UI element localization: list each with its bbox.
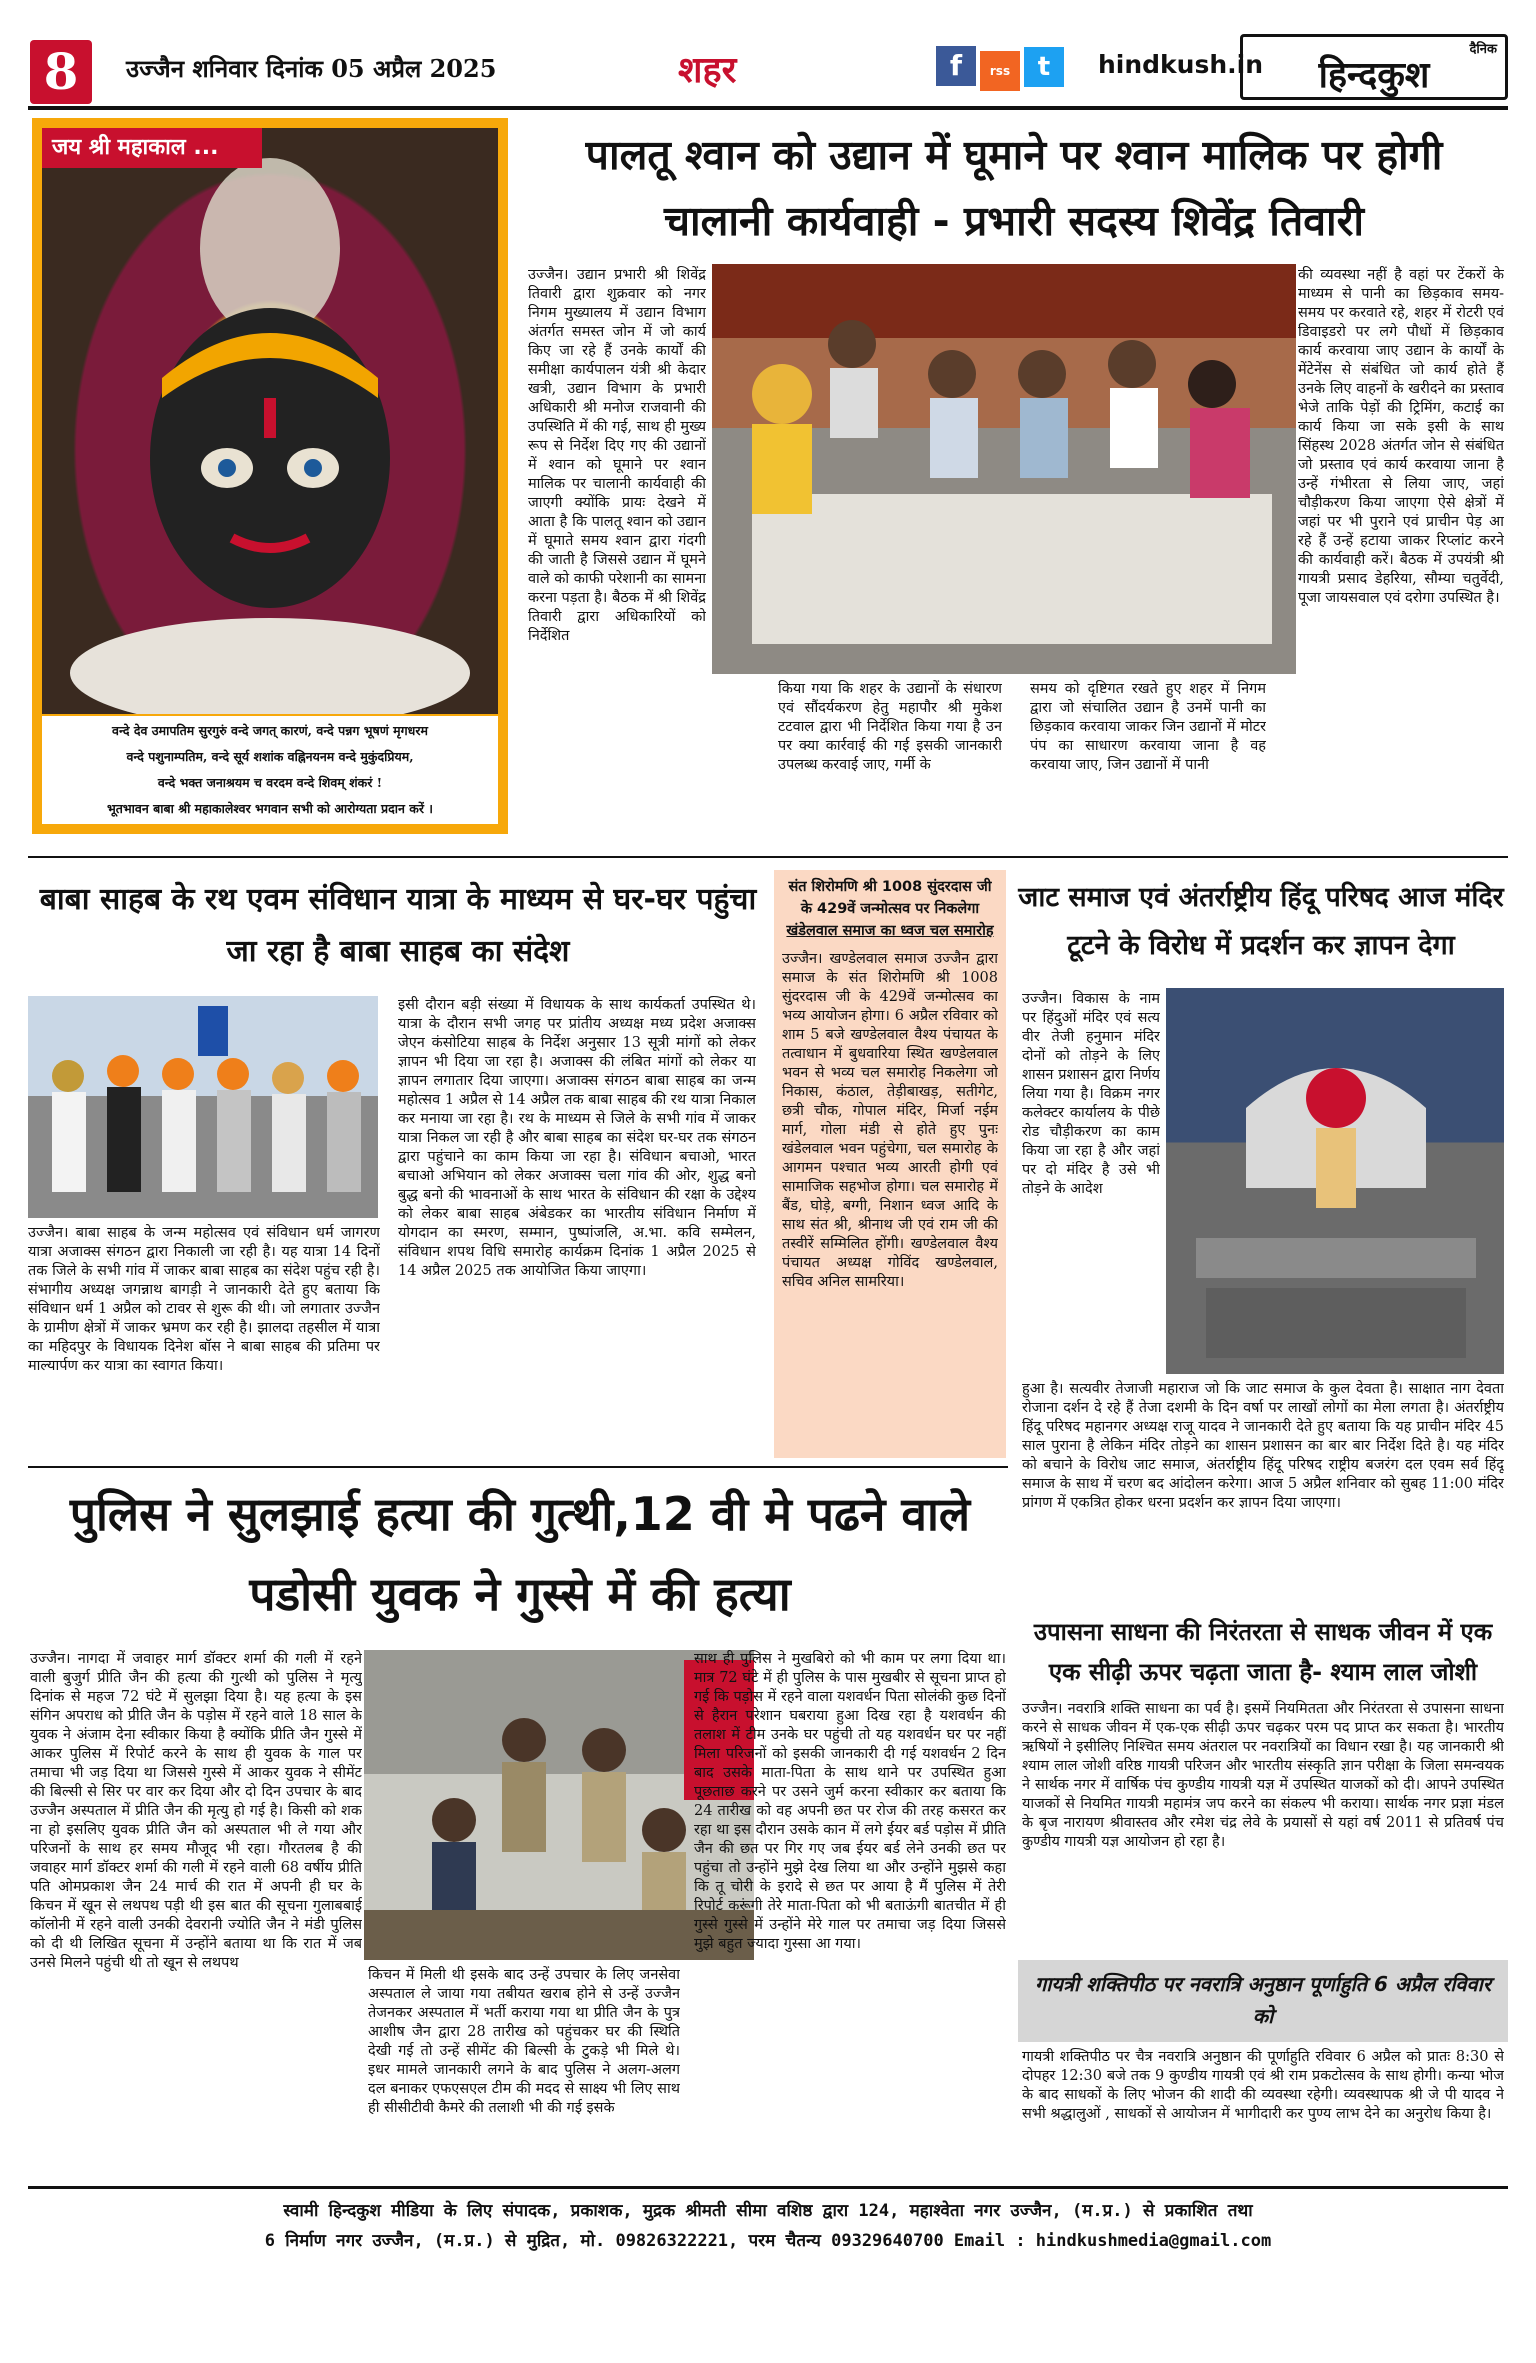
article1-col1: उज्जैन। उद्यान प्रभारी श्री शिवेंद्र तिवारी द्वारा शुक्रवार को नगर निगम मुख्यालय में उद्यान विभाग अंतर्गत समस्त जोन में जो कार्य किए जा रहे हैं उनके कार्यों की समीक्षा कार्यपालन यंत्री श्री केदार खत्री, उद्यान विभाग के प्रभारी अधिकारी श्री मनोज राजवानी की उपस्थिति में की गई, साथ ही मुख्य रूप से निर्देश दिए गए की उद्यानों में श्वान को घूमाने पर श्वान मालिक पर चालानी कार्यवाही की जाएगी क्योंकि प्रायः देखने में आता है कि पालतू श्वान को उद्यान में घूमाते समय श्वान द्वारा गंदगी की जाती है जिससे उद्यान में घूमने वाले को काफी परेशानी का सामना करना पड़ता है। बैठक में श्री शिवेंद्र तिवारी द्वारा अधिकारियों को निर्देशित <box>528 267 706 644</box>
mahakal-idol-icon <box>42 128 498 714</box>
social-icons <box>936 46 1076 88</box>
article6-body: उज्जैन। नवरात्रि शक्ति साधना का पर्व है। इसमें नियमितता और निरंतरता से उपासना साधना करने से साधक जीवन में एक-एक सीढ़ी ऊपर चढ़कर परम पद प्राप्त कर सकता है। भारतीय ऋषियों ने इसीलिए निश्चित समय अंतराल पर नवरात्रियों का विधान रखा है। यह जानकारी श्री श्याम लाल जोशी वरिष्ठ गायत्री परिजन और भारतीय संस्कृति ज्ञान परीक्षा के जिला समन्वयक ने सार्थक नगर में वार्षिक पंच कुण्डीय गायत्री यज्ञ में उपस्थित याजकों को दी। आपने उपस्थित याजकों से नियमित गायत्री महामंत्र जप करने का संकल्प भी कराया। सार्थक नगर प्रज्ञा मंडल के बृज नारायण श्रीवास्तव और रमेश चंद्र लेवे के प्रयासों से यहां वर्ष 2011 से प्रतिवर्ष पंच कुण्डीय गायत्री यज्ञ आयोजन हो रहा है। <box>1022 1701 1504 1850</box>
article7-body: गायत्री शक्तिपीठ पर चैत्र नवरात्रि अनुष्ठान की पूर्णाहुति रविवार 6 अप्रैल को प्रातः 8:30 से दोपहर 12:30 बजे तक 9 कुण्डीय गायत्री एवं श्री राम प्रकटोत्सव के साथ होगी। कन्या भोज के बाद साधकों के लिए भोजन की शादी की व्यवस्था रहेगी। व्यवस्थापक श्री जे पी यादव ने सभी श्रद्धालुओं , साधकों से आयोजन में भागीदारी कर पुण्य लाभ देने का अनुरोध किया है। <box>1022 2049 1504 2122</box>
website-link[interactable]: hindkush.in <box>1098 50 1264 79</box>
masthead-rule <box>28 106 1508 110</box>
temple-icon <box>1166 988 1504 1374</box>
caption-line-3: वन्दे भक्त जनाश्रयम च वरदम वन्दे शिवम् शंकरं ! <box>157 775 383 790</box>
footer-line-2: 6 निर्माण नगर उज्जैन, (म.प्र.) से मुद्रित, मो. 09826322221, परम चैतन्य 09329640700 Email : hindkushmedia@gmail.com <box>264 2231 1272 2251</box>
footer <box>28 2196 1508 2260</box>
article5-col1: उज्जैन। नागदा में जवाहर मार्ग डॉक्टर शर्मा की गली में रहने वाली बुजुर्ग प्रीति जैन की हत्या की गुत्थी को पुलिस ने मृत्यु दिनांक से महज 72 घंटे में सुलझा दिया है। यह हत्या के इस संगिन अपराध को प्रीति जैन के पड़ोस में रहने वाले 18 साल के युवक ने अंजाम देना स्वीकार किया है क्योंकि प्रीति जैन गुस्से में आकर पुलिस में रिपोर्ट करने के साथ ही युवक के गाल पर तमाचा भी जड़ दिया था जिससे गुस्से में आकर युवक ने सीमेंट की बिल्सी से सिर पर वार कर दिया और दो दिन उपचार के बाद उज्जैन अस्पताल में प्रीति जैन की मृत्यु हो गई है। किसी को शक ना हो इसलिए युवक प्रीति जैन को अस्पताल भी ले गया और परिजनों के साथ हर समय मौजूद भी रहा। गौरतलब है की जवाहर मार्ग डॉक्टर शर्मा की गली में रहने वाली 68 वर्षीय प्रीति पति ओमप्रकाश जैन 24 मार्च की रात में अपनी ही घर के किचन में खून से लथपथ पड़ी थी इस बात की सूचना गुलाबबाई कॉलोनी में रहने वाली उनकी देवरानी ज्योति जैन ने मंडी पुलिस को दी थी लिखित सूचना में उन्होंने बताया था कि रात में जब उनसे मिलने पहुंची थी तो खून से लथपथ <box>30 1651 362 1971</box>
caption-line-2: वन्दे पशुनाम्पतिम, वन्दे सूर्य शशांक वह्निनयनम वन्दे मुकुंदप्रियम, <box>126 749 414 764</box>
article3-headline <box>778 876 1002 942</box>
article5-col3: साथ ही पुलिस ने मुखबिरो को भी काम पर लगा दिया था। मात्र 72 घंटे में ही पुलिस के पास मुखबीर से सूचना प्राप्त हो गई कि पड़ोस में रहने वाला यशवर्धन पिता सोलंकी कुछ दिनों से हैरान परेशान घबराया हुआ दिख रहा है यशवर्धन की तलाश में टीम उनके घर पहुंची तो यह यशवर्धन घर पर नहीं मिला परिजनों को इसकी जानकारी दी गई यशवर्धन 2 दिन बाद उसके माता-पिता के साथ थाने पर उपस्थित हुआ पूछताछ करने पर उसने जुर्म करना स्वीकार कर बताया कि 24 तारीख को वह अपनी छत पर रोज की तरह कसरत कर रहा था इस दौरान उसके कान में लगे ईयर बर्ड पड़ोस में प्रीति जैन की छत पर गिर गए जब ईयर बर्ड लेने उनकी छत पर पहुंचा तो उन्होंने मुझे देख लिया था और उन्होंने मुझसे कहा कि तू चोरी के इरादे से छत पर आया है मैं पुलिस में तेरी रिपोर्ट करूंगी तेरे माता-पिता को भी बताऊंगी बातचीत में ही गुस्से गुस्से में उन्होंने मेरे गाल पर तमाचा जड़ दिया जिससे मुझे बहुत ज्यादा गुस्सा आ गया। <box>694 1651 1006 1952</box>
article4-headline: जाट समाज एवं अंतर्राष्ट्रीय हिंदू परिषद आज मंदिर टूटने के विरोध में प्रदर्शन कर ज्ञापन देगा <box>1018 882 1504 961</box>
mahakal-banner: जय श्री महाकाल ... <box>42 128 262 168</box>
footer-line-1: स्वामी हिन्दकुश मीडिया के लिए संपादक, प्रकाशक, मुद्रक श्रीमती सीमा वशिष्ठ द्वारा 124, महाश्वेता नगर उज्जैन, (म.प्र.) से प्रकाशित तथा <box>283 2201 1253 2221</box>
article2-col2: इसी दौरान बड़ी संख्या में विधायक के साथ कार्यकर्ता उपस्थित थे। यात्रा के दौरान सभी जगह पर प्रांतीय अध्यक्ष मध्य प्रदेश अजाक्स जेएन कंसोटिया साहब के निर्देश अनुसार 13 सूत्री मांगों को लेकर ज्ञापन भी दिया जा रहा है। अजाक्स की लंबित मांगों को लेकर या ज्ञापन लगातार दिया जाएगा। अजाक्स संगठन बाबा साहब का जन्म महोत्सव 1 अप्रैल से 14 अप्रैल तक बाबा साहब की रथ यात्रा निकाल कर मनाया जा रहा है। रथ के माध्यम से जिले के सभी गांव में जाकर यात्रा निकल जा रही है और बाबा साहब का संदेश घर-घर तक संगठन द्वारा पहुंचाने का काम किया जा रहा है। संविधान बचाओ, भारत बचाओ अभियान को लेकर अजाक्स चला गांव की ओर, शुद्ध बनो बुद्ध बनो की भावनाओं के साथ भारत के संविधान की रक्षा के उद्देश्य को लेकर बाबा साहब अंबेडकर का भारतीय संविधान निर्माण में योगदान का स्मरण, सम्मान, पुष्पांजलि, अ.भा. कवि सम्मेलन, संविधान शपथ विधि समारोह कार्यक्रम दिनांक 1 अप्रैल 2025 से 14 अप्रैल 2025 तक आयोजित किया जाएगा। <box>398 997 756 1279</box>
section-title: शहर <box>678 50 737 91</box>
page-number: 8 <box>43 42 79 101</box>
caption-line-4: भूतभावन बाबा श्री महाकालेश्वर भगवान सभी को आरोग्यता प्रदान करें । <box>106 801 434 816</box>
facebook-icon[interactable]: f <box>936 46 976 86</box>
rss-icon[interactable]: rss <box>980 51 1020 91</box>
article2-col1: उज्जैन। बाबा साहब के जन्म महोत्सव एवं संविधान धर्म जागरण यात्रा अजाक्स संगठन द्वारा निकाली जा रही है। यह यात्रा 14 दिनों तक जिले के सभी गांव में जाकर बाबा साहब का संदेश पहुंच रही है। संभागीय अध्यक्ष जगन्नाथ बागड़ी ने जानकारी देते हुए बताया कि संविधान धर्म 1 अप्रैल को टावर से शुरू की थी। जो लगातार उज्जैन के ग्रामीण क्षेत्रों में जाकर भ्रमण कर रही है। झालदा तहसील में यात्रा का महिदपुर के विधायक दिनेश बॉस ने बाबा साहब की प्रतिमा पर माल्यार्पण कर यात्रा का स्वागत किया। <box>28 1225 380 1374</box>
mahakal-photo <box>42 128 498 714</box>
procession-icon <box>28 996 378 1218</box>
caption-line-1: वन्दे देव उमापतिम सुरगुरुं वन्दे जगत् कारणं, वन्दे पन्नग भूषणं मृगधरम <box>112 723 428 738</box>
twitter-icon[interactable]: t <box>1024 47 1064 87</box>
paper-logo <box>1240 34 1508 100</box>
article1-col2: किया गया कि शहर के उद्यानों के संधारण एवं सौंदर्यकरण हेतु महापौर श्री मुकेश टटवाल द्वारा भी निर्देशित किया गया है उन पर क्या कार्रवाई की गई इसकी जानकारी उपलब्ध करवाई जाए, गर्मी के <box>778 681 1002 773</box>
divider-1 <box>28 856 1508 858</box>
article3-body: उज्जैन। खण्डेलवाल समाज उज्जैन द्वारा समाज के संत शिरोमणि श्री 1008 सुंदरदास जी के 429वें जन्मोत्सव का भव्य आयोजन होगा। 6 अप्रैल रविवार को शाम 5 बजे खण्डेलवाल वैश्य पंचायत के तत्वाधान में बुधवारिया स्थित खण्डेलवाल भवन से भव्य चल समारोह निकलेगा जो निकास, कंठाल, तेड़ीबाखड़, सतीगेट, छत्री चौक, गोपाल मंदिर, मिर्जा नईम मार्ग, गोला मंडी से होते हुए पुनः खंडेलवाल भवन पहुंचेगा, चल समारोह के आगमन पश्चात भव्य आरती होगी एवं सामाजिक सहभोज होगा। चल समारोह में बैंड, घोड़े, बग्गी, निशान ध्वज आदि के साथ संत श्री, श्रीनाथ जी एवं राम जी की तस्वीरें सम्मिलित होंगी। खण्डेलवाल वैश्य पंचायत अध्यक्ष गोविंद खण्डेलवाल, सचिव अनिल सामरिया। <box>782 951 998 1290</box>
article7-headline: गायत्री शक्तिपीठ पर नवरात्रि अनुष्ठान पूर्णाहुति 6 अप्रैल रविवार को <box>1034 1972 1492 2028</box>
article7-headline-box <box>1018 1960 1508 2042</box>
article1-col3: समय को दृष्टिगत रखते हुए शहर में निगम द्वारा जो संचालित उद्यान है उनमें पानी का छिड़काव करवाया जाकर जिन उद्यानों में मोटर पंप का साधारण करवाया जाना है वह करवाया जाए, जिन उद्यानों में पानी <box>1030 681 1266 773</box>
footer-rule <box>28 2186 1508 2189</box>
article3-box <box>774 870 1006 1458</box>
article4-wide: हुआ है। सत्यवीर तेजाजी महाराज जो कि जाट समाज के कुल देवता है। साक्षात नाग देवता रोजाना दर्शन दे रहे हैं तेजा दशमी के दिन वर्षा पर लाखों लोगों का मेला लगता है। अंतर्राष्ट्रीय हिंदू परिषद महानगर अध्यक्ष राजू यादव ने जानकारी देते हुए बताया कि यह प्राचीन मंदिर 45 साल पुराना है लेकिन मंदिर तोड़ने का शासन प्रशासन का बार बार निर्देश दिते है। यह मंदिर को बचाने के विरोध जाट समाज, अंतर्राष्ट्रीय हिंदू परिषद राष्ट्रीय बजरंग दल एवम सर्व हिंदू समाज के साथ में चरण बद आंदोलन करेगा। आज 5 अप्रैल शनिवार को सुबह 11:00 मंदिर प्रांगण में एकत्रित होकर धरना प्रदर्शन कर ज्ञापन दिया जाएगा। <box>1022 1381 1504 1511</box>
masthead <box>28 40 1508 106</box>
article6-headline: उपासना साधना की निरंतरता से साधक जीवन में एक एक सीढ़ी ऊपर चढ़ता जाता है- श्याम लाल जोशी <box>1033 1618 1493 1686</box>
divider-2 <box>28 1466 1008 1468</box>
article2-headline: बाबा साहब के रथ एवम संविधान यात्रा के माध्यम से घर-घर पहुंचा जा रहा है बाबा साहब का संदेश <box>39 882 757 969</box>
mahakal-box <box>32 118 508 834</box>
paper-name: हिन्दकुश <box>1318 54 1430 96</box>
page-number-badge <box>30 40 92 104</box>
article1-photo <box>712 264 1296 674</box>
article5-col2: किचन में मिली थी इसके बाद उन्हें उपचार के लिए जनसेवा अस्पताल ले जाया गया तबीयत खराब होने से उन्हें उज्जैन तेजनकर अस्पताल में भर्ती कराया गया था प्रीति जैन के पुत्र आशीष जैन द्वारा 28 तारीख को पहुंचकर घर की स्थिति देखी गई तो उन्हें सीमेंट की बिल्सी के टुकड़े भी मिले थे। इधर मामले जानकारी लगने के बाद पुलिस ने अलग-अलग दल बनाकर एफएसएल टीम की मदद से साक्ष्य भी लिए साथ ही सीसीटीवी कैमरे की तलाशी भी की गई इसके <box>368 1967 680 2116</box>
article3-headline-line-2: के 429वें जन्मोत्सव पर निकलेगा <box>800 901 980 917</box>
article4-photo <box>1166 988 1504 1374</box>
article1-headline: पालतू श्वान को उद्यान में घूमाने पर श्वान मालिक पर होगी चालानी कार्यवाही - प्रभारी सदस्य शिवेंद्र तिवारी <box>585 131 1443 245</box>
article2-photo <box>28 996 378 1218</box>
article4-narrow: उज्जैन। विकास के नाम पर हिंदुओं मंदिर एवं सत्य वीर तेजी हनुमान मंदिर दोनों को तोड़ने के लिए शासन प्रशासन द्वारा निर्णय लिया गया है। विक्रम नगर कलेक्टर कार्यालय के पीछे रोड चौड़ीकरण का काम किया जा रहा है और जहां पर दो मंदिर है उसे भी तोड़ने के आदेश <box>1022 991 1160 1197</box>
article3-headline-line-1: संत शिरोमणि श्री 1008 सुंदरदास जी <box>788 879 992 895</box>
mahakal-caption <box>42 716 498 824</box>
dateline: उज्जैन शनिवार दिनांक 05 अप्रैल 2025 <box>126 54 497 83</box>
paper-small: दैनिक <box>1469 42 1497 57</box>
article3-headline-line-3: खंडेलवाल समाज का ध्वज चल समारोह <box>786 923 994 939</box>
article1-col4: की व्यवस्था नहीं है वहां पर टेंकरों के माध्यम से पानी का छिड़काव समय-समय पर करवाते रहे, शहर में रोटरी एवं डिवाइडरो पर लगे पौधों में छिड़काव कार्य करवाया जाए उद्यान के कार्यों के मेंटेनेंस से संबंधित जो कार्य होते हैं उनके लिए वाहनों के खरीदने का प्रस्ताव भेजे ताकि पेड़ों की ट्रिमिंग, कटाई का कार्य किया जा सके इसी के साथ सिंहस्थ 2028 अंतर्गत जोन से संबंधित जो प्रस्ताव एवं कार्य करवाया जाना है उन्हें गंभीरता से लिया जाए, जहां चौड़ीकरण किया जाएगा ऐसे क्षेत्रों में जहां पर भी पुराने एवं प्राचीन पेड़ आ रहे हैं उन्हें हटाया जाकर रिप्लांट करने की कार्यवाही करें। बैठक में उपयंत्री श्री गायत्री प्रसाद डेहरिया, सौम्या चतुर्वेदी, पूजा जायसवाल एवं दरोगा उपस्थित है। <box>1298 267 1504 606</box>
meeting-scene-icon <box>712 264 1296 674</box>
article5-headline: पुलिस ने सुलझाई हत्या की गुत्थी,12 वी मे पढने वाले पडोसी युवक ने गुस्से में की हत्या <box>69 1487 971 1621</box>
